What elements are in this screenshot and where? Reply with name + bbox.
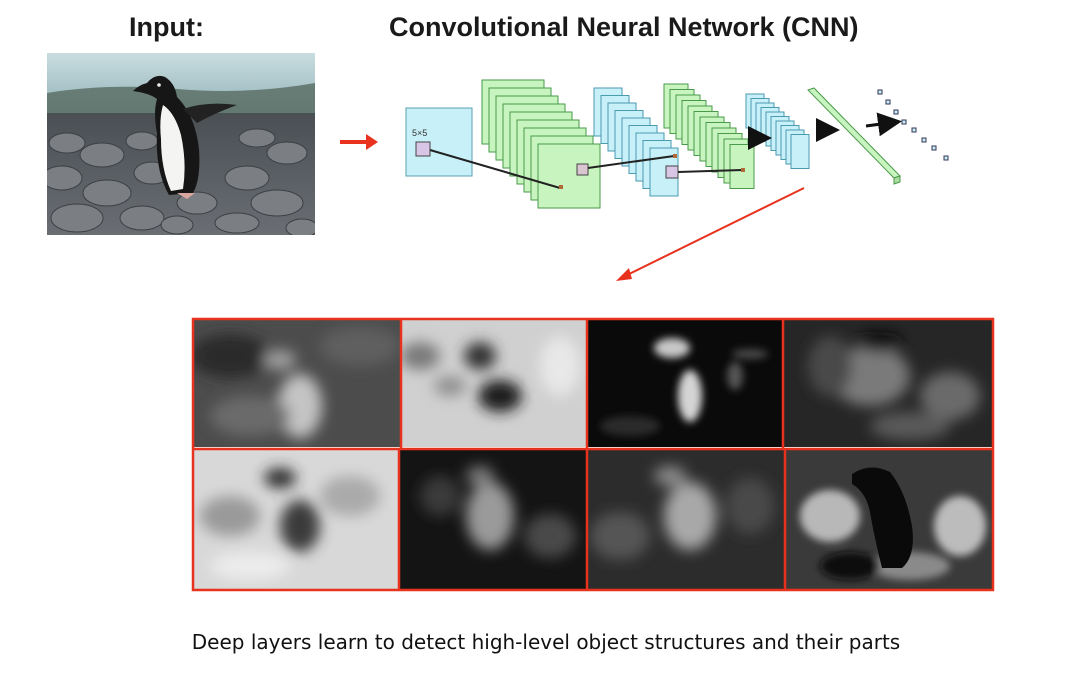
feature-map-2 (400, 319, 587, 447)
conv2-map (730, 145, 754, 189)
feature-map-5 (193, 450, 399, 590)
cnn-architecture-diagram (330, 70, 970, 290)
network-title: Convolutional Neural Network (CNN) (389, 12, 859, 42)
feature-pixel (741, 168, 745, 172)
caption: Deep layers learn to detect high-level object structures and their parts (191, 630, 901, 654)
feature-map-arrow (625, 188, 804, 276)
feature-pixel (673, 154, 677, 158)
feature-map-1 (190, 319, 401, 447)
kernel-label-5x5: 5×5 (412, 128, 428, 138)
kernel-5x5 (416, 142, 430, 156)
fc-layer-end (894, 176, 900, 184)
pool-layer-2 (746, 94, 809, 169)
pool2-map (791, 135, 809, 169)
feature-map-4 (783, 319, 993, 447)
conv1-map (538, 144, 600, 208)
feature-pixel (559, 185, 563, 189)
layer-arrow (866, 122, 896, 126)
input-title: Input: (129, 12, 204, 42)
kernel-2x2 (577, 164, 588, 175)
feature-map-3 (587, 319, 783, 447)
output-nodes (878, 90, 948, 160)
kernel-pool (666, 166, 678, 178)
feature-map-arrowhead (616, 268, 632, 281)
input-arrow (340, 134, 378, 150)
feature-maps-grid (190, 316, 998, 594)
feature-map-7 (587, 450, 785, 590)
feature-map-6 (399, 450, 587, 590)
feature-map-8 (785, 450, 993, 590)
conv-layer-1 (482, 80, 600, 208)
penguin-input-image (47, 53, 315, 235)
